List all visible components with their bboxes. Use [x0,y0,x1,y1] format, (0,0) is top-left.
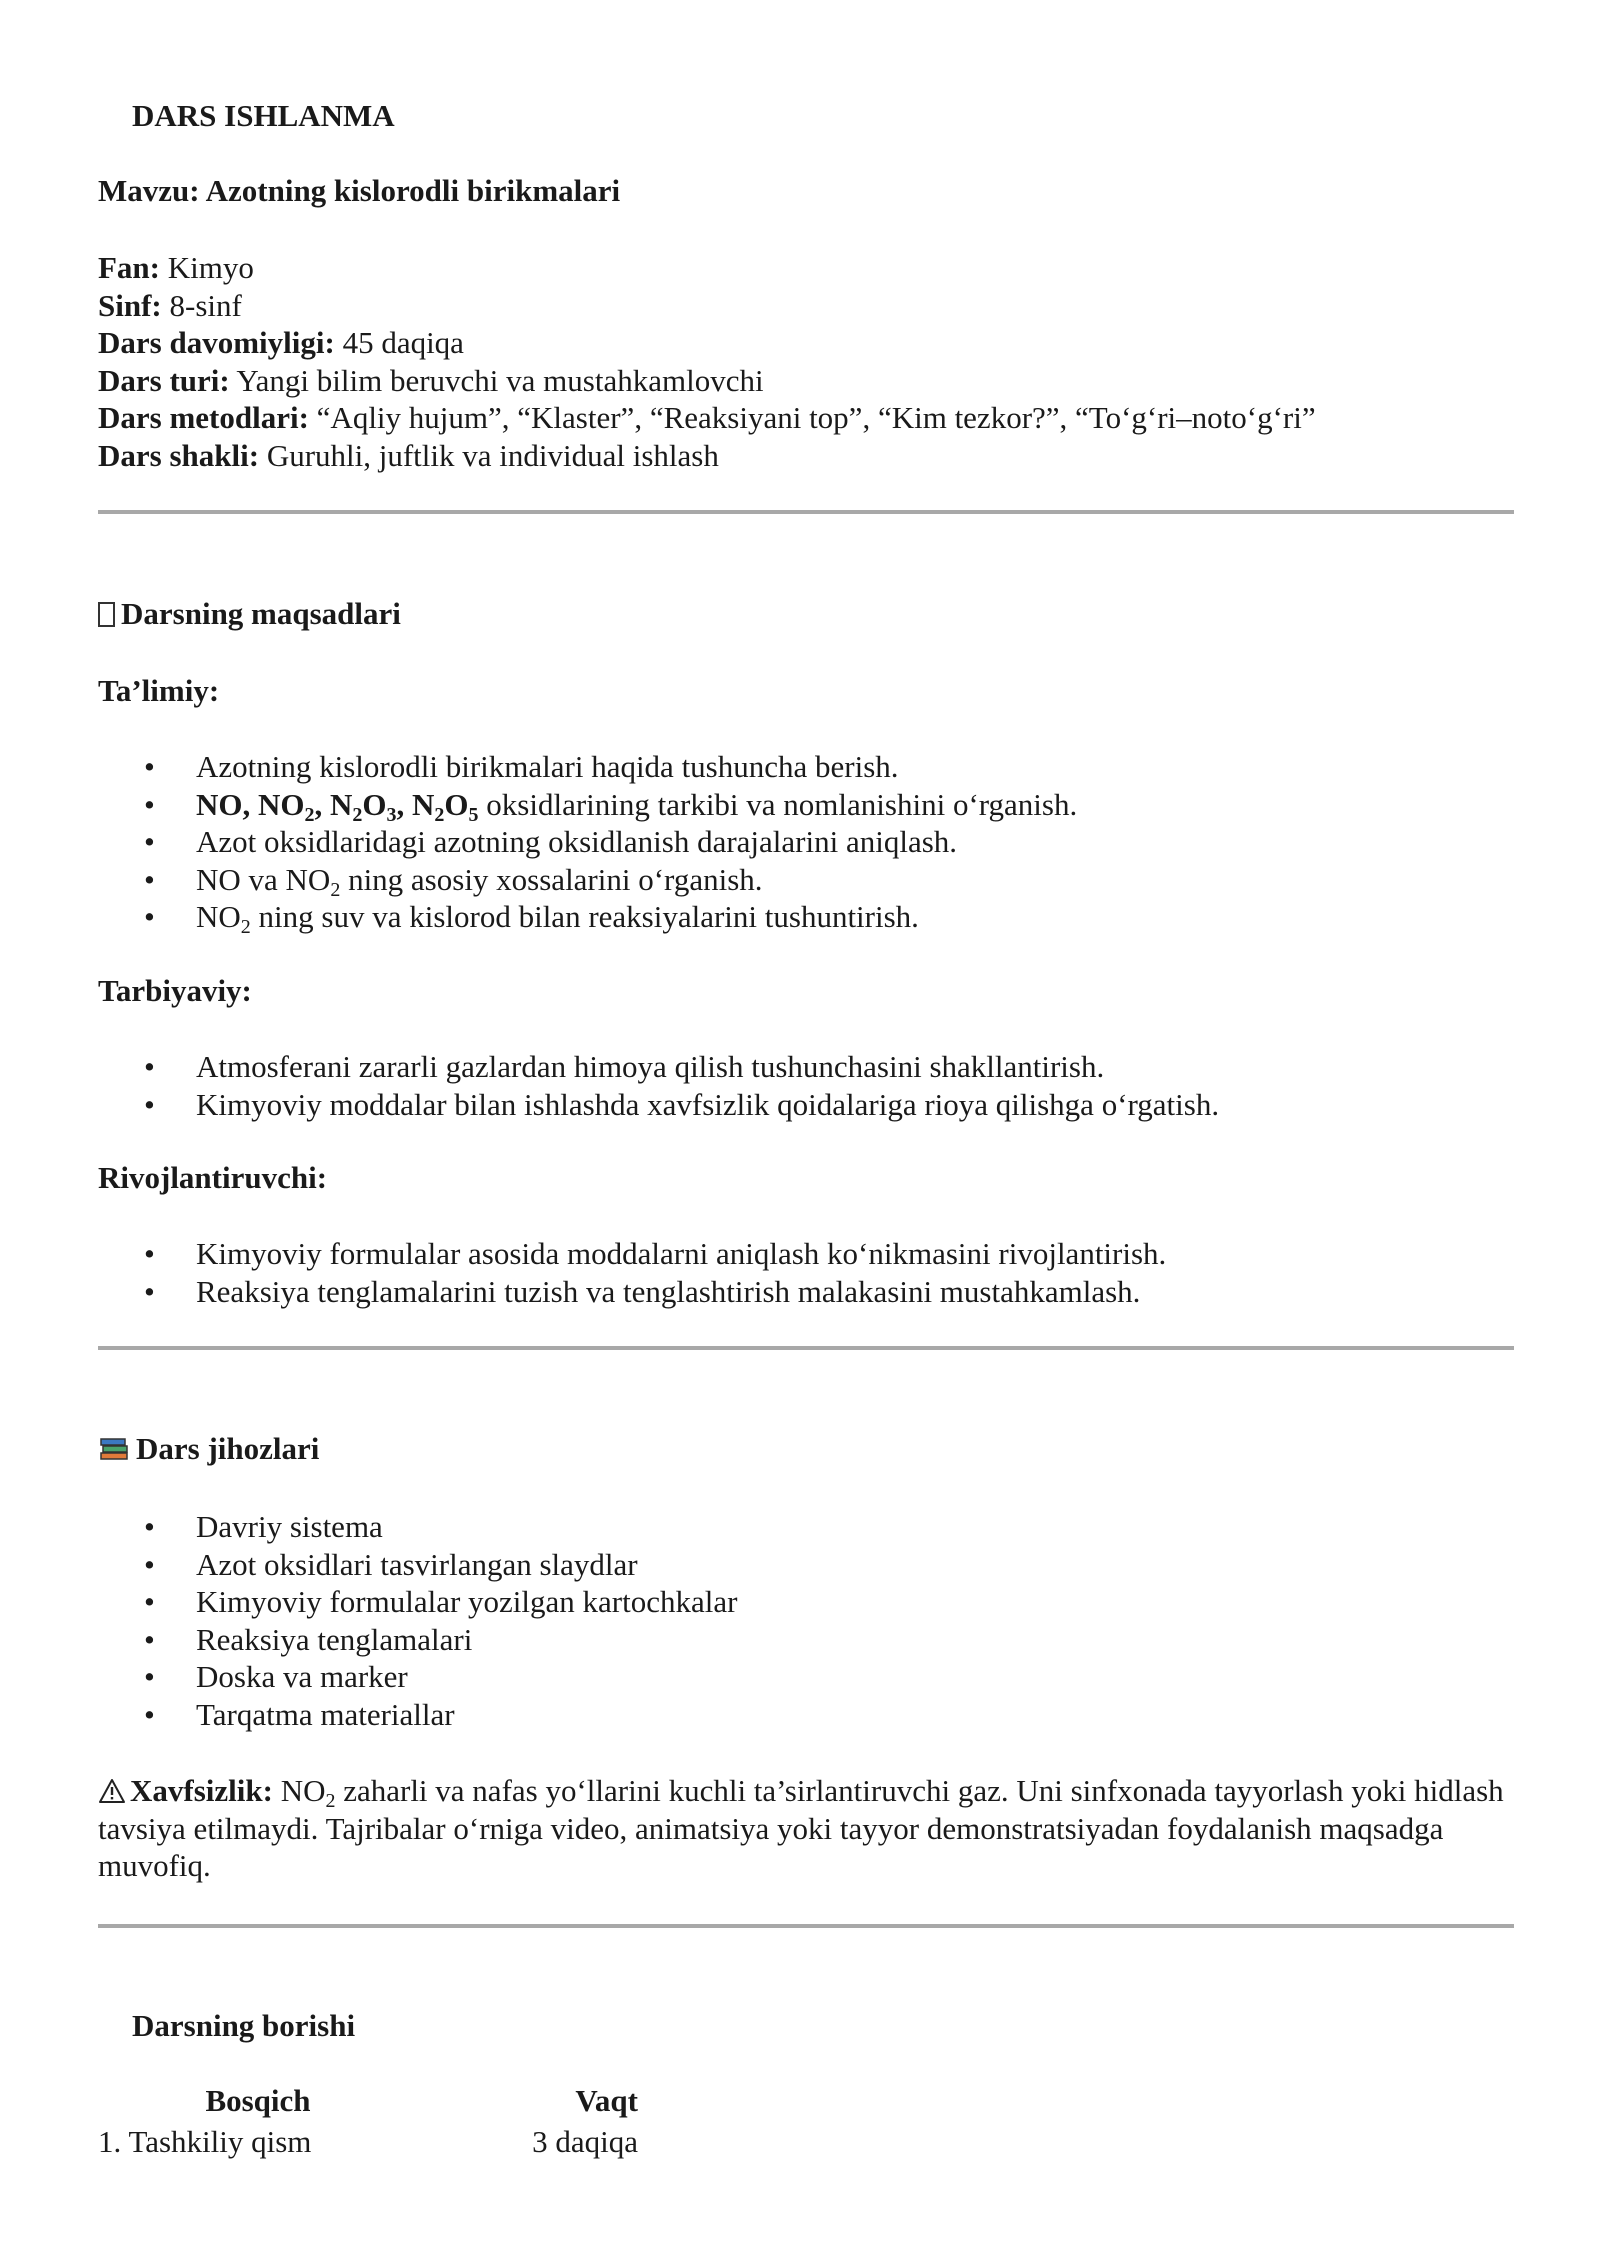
meta-label: Dars turi: [98,362,230,398]
list-item [98,861,1077,899]
meta-label: Sinf: [98,287,162,323]
formula-subscript: 2 [352,803,363,826]
safety-note [98,1772,1514,1885]
developing-goals-heading: Rivojlantiruvchi: [98,1160,328,1195]
equipment-heading-text: Dars jihozlari [136,1431,320,1466]
list-item: • Reaksiya tenglamalari [98,1621,737,1659]
developing-goals-list [98,1235,1166,1310]
section-divider [98,510,1514,514]
list-item [98,898,1077,936]
educational-goals-list [98,748,1077,936]
table-row [98,2121,638,2162]
column-header-stage: Bosqich [205,2082,311,2118]
stage-cell: 1. Tashkiliy qism [98,2123,312,2159]
meta-label: Dars metodlari: [98,400,309,435]
meta-value: 45 daqiqa [334,325,464,360]
formula-text: , N [314,786,353,822]
safety-label: Xavfsizlik: [130,1773,273,1808]
list-item: • Kimyoviy formulalar asosida moddalarni aniqlash ko‘nikmasini rivojlantirish. [98,1235,1166,1273]
list-item [98,786,1077,824]
formula-subscript: 2 [330,878,341,901]
list-item: • Tarqatma materiallar [98,1696,737,1734]
equipment-list [98,1508,737,1733]
books-icon [98,1436,130,1462]
list-item-text: ning suv va kislorod bilan reaksiyalarini tushuntirish. [250,899,919,934]
table-header-row [98,2080,638,2121]
warning-icon [98,1778,126,1804]
meta-label: Dars davomiyligi: [98,325,335,360]
oxide-formulas [196,786,479,826]
document-title: DARS ISHLANMA [132,98,395,133]
upbringing-goals-list [98,1048,1219,1123]
section-divider [98,1924,1514,1928]
meta-label: Fan: [98,250,160,285]
lesson-meta [98,249,1316,474]
list-item: • Kimyoviy moddalar bilan ishlashda xavfsizlik qoidalariga rioya qilishga o‘rgatish. [98,1086,1219,1124]
section-divider [98,1346,1514,1350]
meta-form [98,437,1316,475]
formula-subscript: 5 [468,803,479,826]
meta-grade [98,287,1316,325]
list-item: • Doska va marker [98,1658,737,1696]
list-item: • Davriy sistema [98,1508,737,1546]
list-item: • Azotning kislorodli birikmalari haqida tushuncha berish. [98,748,1077,786]
lesson-topic: Mavzu: Azotning kislorodli birikmalari [98,173,621,208]
list-item-text: oksidlarining tarkibi va nomlanishini o‘rganish. [478,786,1078,822]
lesson-flow-table [98,2080,638,2162]
time-cell: 3 daqiqa [532,2123,638,2159]
list-item: • Kimyoviy formulalar yozilgan kartochkalar [98,1583,737,1621]
meta-value: “Aqliy hujum”, “Klaster”, “Reaksiyani top”, “Kim tezkor?”, “To‘g‘ri–noto‘g‘ri” [308,400,1316,435]
formula-subscript: 2 [434,803,445,826]
meta-subject [98,249,1316,287]
column-header-time: Vaqt [575,2082,638,2118]
formula-subscript: 2 [325,1790,336,1812]
goals-heading-text: Darsning maqsadlari [121,596,401,631]
list-item: • Atmosferani zararli gazlardan himoya qilish tushunchasini shakllantirish. [98,1048,1219,1086]
formula-subscript: 2 [304,803,315,826]
list-item-text: NO va NO [196,861,331,897]
meta-duration [98,324,1316,362]
safety-text: NO [272,1773,326,1808]
list-item-text: NO [196,899,241,934]
list-item: • Azot oksidlari tasvirlangan slaydlar [98,1546,737,1584]
meta-methods [98,399,1316,437]
list-item: • Azot oksidlaridagi azotning oksidlanish darajalarini aniqlash. [98,823,1077,861]
formula-subscript: 2 [240,916,251,938]
formula-text: O [362,786,387,822]
meta-lesson-type [98,362,1316,400]
formula-text: NO, NO [196,786,305,822]
safety-text: zaharli va nafas yo‘llarini kuchli ta’sirlantiruvchi gaz. Uni sinfxonada tayyorlash yoki hidlash tavsiya etilmaydi. Tajribalar o‘rniga video, animatsiya yoki tayyor demonstratsiyadan foydalanish maqsadga muvofiq. [98,1773,1504,1883]
upbringing-goals-heading: Tarbiyaviy: [98,973,252,1008]
missing-glyph-icon [98,602,115,627]
meta-value: 8-sinf [161,287,242,323]
lesson-flow-heading: Darsning borishi [132,2008,356,2043]
meta-label: Dars shakli: [98,437,260,473]
goals-heading [98,596,401,632]
meta-value: Guruhli, juftlik va individual ishlash [259,437,719,473]
formula-text: , N [396,786,435,822]
meta-value: Yangi bilim beruvchi va mustahkamlovchi [229,362,764,398]
educational-goals-heading: Ta’limiy: [98,673,220,708]
list-item: • Reaksiya tenglamalarini tuzish va tenglashtirish malakasini mustahkamlash. [98,1273,1166,1311]
formula-subscript: 3 [386,803,397,826]
equipment-heading [98,1431,319,1467]
formula-text: O [444,786,469,822]
list-item-text: ning asosiy xossalarini o‘rganish. [340,861,763,897]
meta-value: Kimyo [160,250,254,285]
